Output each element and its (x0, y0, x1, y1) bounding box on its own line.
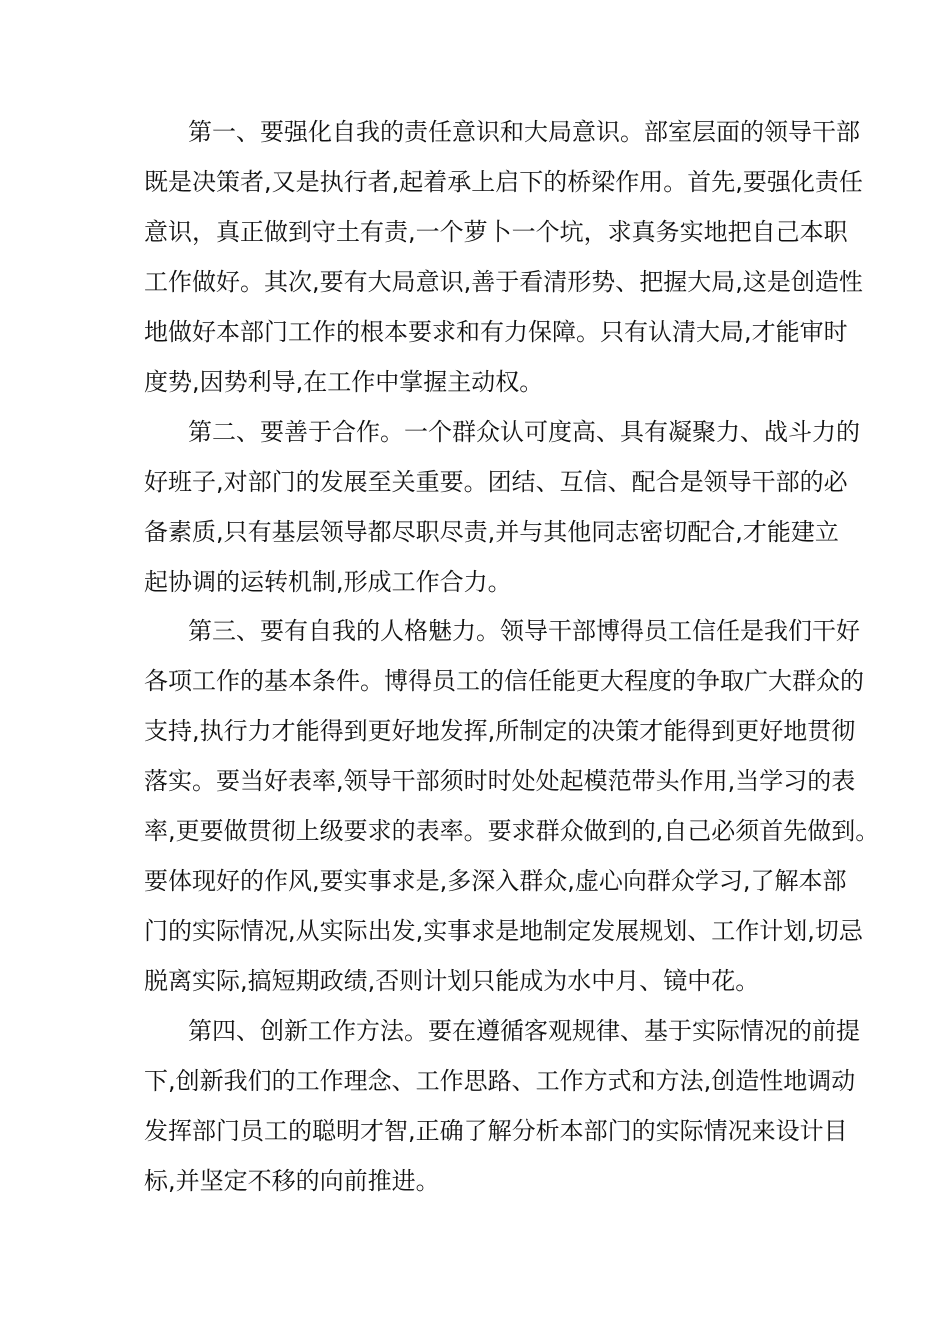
paragraph-3-line-1: 第三、要有自我的人格魅力。领导干部博得员工信任是我们干好 (188, 617, 860, 645)
paragraph-1-line-5: 地做好本部门工作的根本要求和有力保障。只有认清大局,才能审时 (144, 318, 848, 346)
paragraph-1-line-4: 工作做好。其次,要有大局意识,善于看清形势、把握大局,这是创造性 (144, 268, 863, 296)
paragraph-3-line-2: 各项工作的基本条件。博得员工的信任能更大程度的争取广大群众的 (144, 667, 864, 695)
paragraph-2-line-1: 第二、要善于合作。一个群众认可度高、具有凝聚力、战斗力的 (188, 418, 860, 446)
paragraph-4-line-3: 发挥部门员工的聪明才智,正确了解分析本部门的实际情况来设计目 (144, 1117, 848, 1145)
paragraph-1-line-6: 度势,因势利导,在工作中掌握主动权。 (144, 368, 544, 396)
paragraph-3-line-5: 率,更要做贯彻上级要求的表率。要求群众做到的,自己必须首先做到。 (144, 817, 880, 845)
paragraph-4-line-2: 下,创新我们的工作理念、工作思路、工作方式和方法,创造性地调动 (144, 1067, 856, 1095)
paragraph-1-line-1: 第一、要强化自我的责任意识和大局意识。部室层面的领导干部 (188, 118, 860, 146)
paragraph-3-line-6: 要体现好的作风,要实事求是,多深入群众,虚心向群众学习,了解本部 (144, 867, 847, 895)
paragraph-2-line-3: 备素质,只有基层领导都尽职尽责,并与其他同志密切配合,才能建立 (144, 518, 839, 546)
paragraph-3-line-3: 支持,执行力才能得到更好地发挥,所制定的决策才能得到更好地贯彻 (144, 717, 856, 745)
paragraph-3-line-8: 脱离实际,搞短期政绩,否则计划只能成为水中月、镜中花。 (144, 967, 760, 995)
paragraph-1-line-2: 既是决策者,又是执行者,起着承上启下的桥梁作用。首先,要强化责任 (144, 168, 863, 196)
paragraph-4-line-4: 标,并坚定不移的向前推进。 (144, 1167, 440, 1195)
paragraph-4-line-1: 第四、创新工作方法。要在遵循客观规律、基于实际情况的前提 (188, 1017, 860, 1045)
paragraph-2-line-2: 好班子,对部门的发展至关重要。团结、互信、配合是领导干部的必 (144, 468, 848, 496)
paragraph-1-line-3: 意识，真正做到守土有责,一个萝卜一个坑，求真务实地把自己本职 (144, 218, 848, 246)
paragraph-2-line-4: 起协调的运转机制,形成工作合力。 (144, 568, 512, 596)
paragraph-3-line-7: 门的实际情况,从实际出发,实事求是地制定发展规划、工作计划,切忌 (144, 917, 863, 945)
paragraph-3-line-4: 落实。要当好表率,领导干部须时时处处起模范带头作用,当学习的表 (144, 767, 856, 795)
